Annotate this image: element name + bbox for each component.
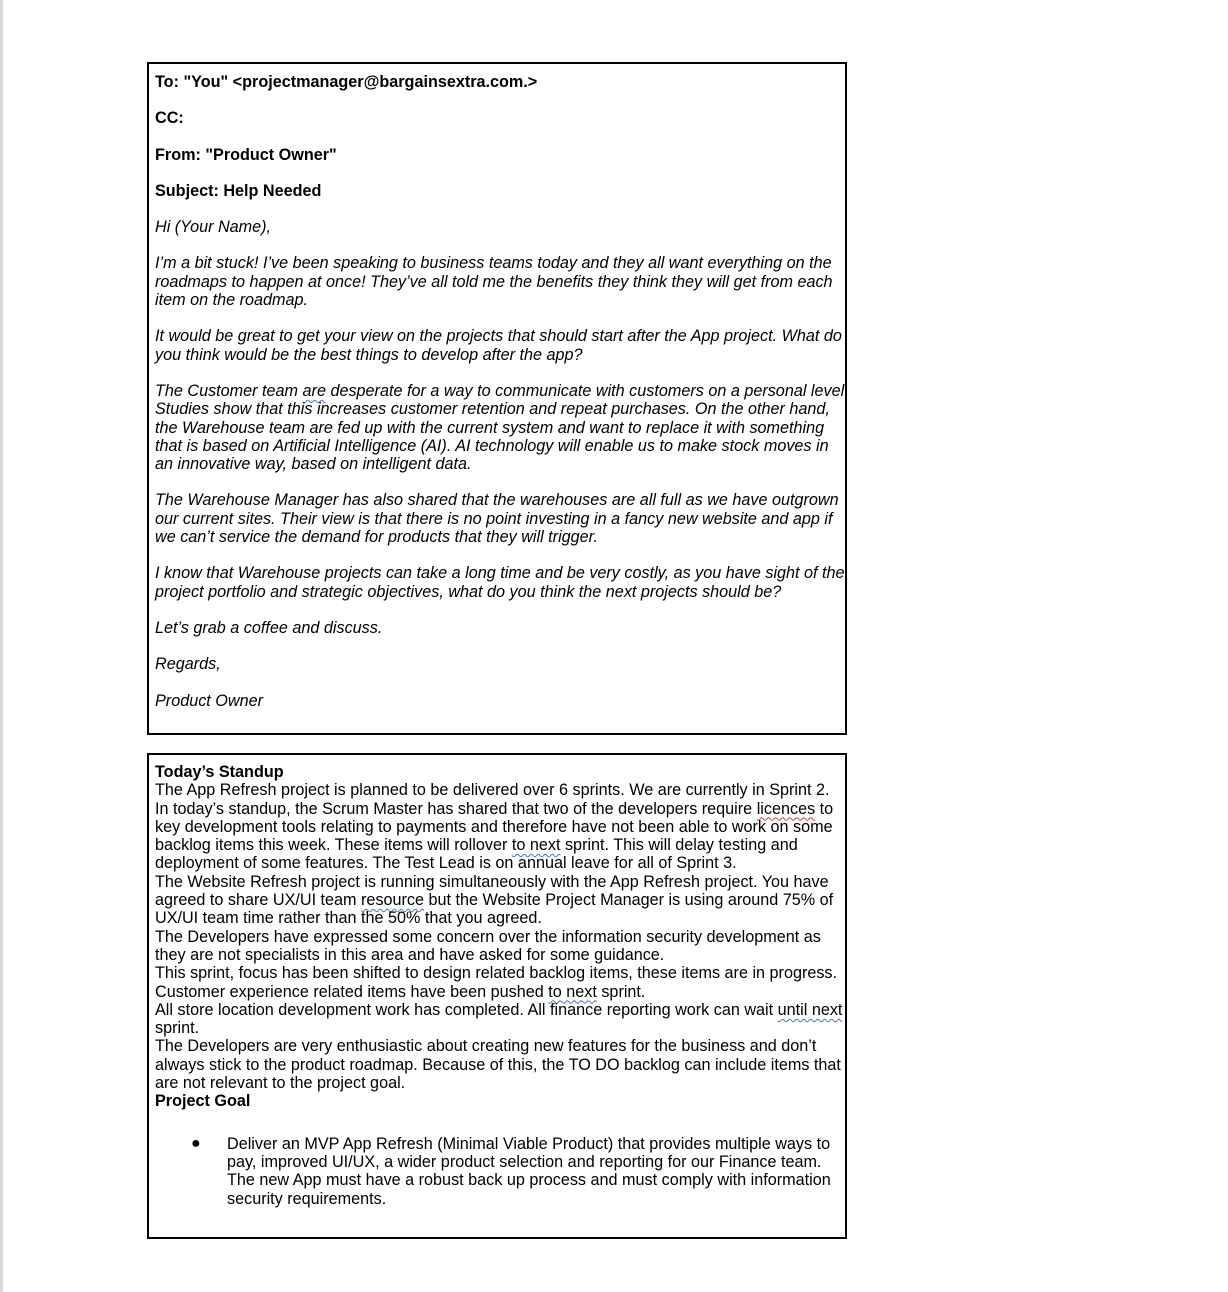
standup-line (155, 983, 845, 1001)
goal-line: security requirements. (227, 1189, 387, 1208)
bullet-icon: ● (191, 1134, 201, 1152)
email-line: item on the roadmap. (155, 291, 308, 310)
text-span: The Customer team (155, 381, 303, 400)
goal-line: The new App must have a robust back up process and must comply with information (227, 1171, 831, 1190)
email-line: It would be great to get your view on the projects that should start after the App project. What do (155, 327, 842, 346)
grammar-flag[interactable]: to next (548, 982, 597, 1001)
text-span: desperate for a way to communicate with customers on a personal level. (325, 381, 849, 400)
standup-title: Today’s Standup (155, 763, 284, 781)
email-line: an innovative way, based on intelligent data. (155, 455, 472, 474)
text-span: agreed to share UX/UI team (155, 891, 362, 910)
standup-box (147, 753, 847, 1239)
standup-line (155, 891, 845, 909)
page-left-edge (0, 0, 3, 1292)
goal-line: Deliver an MVP App Refresh (Minimal Viable Product) that provides multiple ways to (227, 1134, 831, 1153)
text-span: In today’s standup, the Scrum Master has shared that two of the developers require (155, 799, 757, 818)
standup-line: This sprint, focus has been shifted to design related backlog items, these items are in progress. (155, 964, 838, 983)
standup-line: they are not specialists in this area and have asked for some guidance. (155, 945, 665, 964)
grammar-flag[interactable]: resource (361, 891, 425, 910)
grammar-flag[interactable]: are (302, 381, 326, 400)
email-regards: Regards, (155, 655, 221, 674)
standup-line: The App Refresh project is planned to be delivered over 6 sprints. We are currently in Sprint 2. (155, 781, 830, 800)
email-signature: Product Owner (155, 691, 263, 710)
email-paragraph-5 (155, 564, 845, 601)
email-line: our current sites. Their view is that there is no point investing in a fancy new website and app if (155, 509, 833, 528)
text-span: backlog items this week. These items will rollover (155, 836, 512, 855)
standup-line: sprint. (155, 1019, 200, 1038)
email-line: the Warehouse team are fed up with the current system and want to replace it with something (155, 418, 825, 437)
text-span: but the Website Project Manager is using around 75% of (424, 891, 834, 910)
standup-line: always stick to the product roadmap. Because of this, the TO DO backlog can include items that (155, 1055, 841, 1074)
standup-line: deployment of some features. The Test Lead is on annual leave for all of Sprint 3. (155, 854, 737, 873)
email-line: Studies show that this increases customer retention and repeat purchases. On the other hand, (155, 400, 830, 419)
text-span: sprint. This will delay testing and (560, 836, 798, 855)
email-subject: Subject: Help Needed (155, 181, 322, 200)
text-span: sprint. (596, 982, 646, 1001)
email-line: I know that Warehouse projects can take a long time and be very costly, as you have sight of the (155, 564, 845, 583)
email-greeting: Hi (Your Name), (155, 218, 272, 237)
email-paragraph-2 (155, 327, 845, 364)
standup-line (155, 800, 845, 818)
standup-line: are not relevant to the project goal. (155, 1074, 406, 1093)
list-item (155, 1135, 845, 1208)
email-line: you think would be the best things to develop after the app? (155, 345, 583, 364)
email-paragraph-1 (155, 254, 845, 309)
email-line: project portfolio and strategic objectives, what do you think the next projects should be? (155, 582, 782, 601)
standup-line: UX/UI team time rather than the 50% that you agreed. (155, 909, 542, 928)
grammar-flag[interactable]: to next (511, 836, 561, 855)
standup-line: key development tools relating to payments and therefore have not been able to work on some (155, 817, 833, 836)
text-span: All store location development work has completed. All finance reporting work can wait (155, 1000, 778, 1019)
email-line: that is based on Artificial Intelligence (AI). AI technology will enable us to make stock moves in (155, 436, 829, 455)
spelling-flag[interactable]: licences (756, 799, 816, 818)
email-line (155, 381, 849, 400)
email-line: I’m a bit stuck! I’ve been speaking to business teams today and they all want everything on the (155, 254, 832, 273)
email-line: we can’t service the demand for products that they will trigger. (155, 528, 598, 547)
email-line: roadmaps to happen at once! They’ve all told me the benefits they think they will get from each (155, 272, 833, 291)
email-from: From: "Product Owner" (155, 145, 337, 164)
email-closing: Let’s grab a coffee and discuss. (155, 618, 383, 637)
text-span: to (815, 799, 834, 818)
goal-line: pay, improved UI/UX, a wider product selection and reporting for our Finance team. (227, 1152, 822, 1171)
email-cc: CC: (155, 109, 184, 128)
standup-line: The Developers have expressed some concern over the information security development as (155, 927, 821, 946)
email-paragraph-4 (155, 491, 845, 546)
email-paragraph-3 (155, 381, 849, 474)
project-goal-title: Project Goal (155, 1092, 251, 1111)
standup-line (155, 1001, 845, 1019)
standup-line: The Developers are very enthusiastic about creating new features for the business and don’t (155, 1037, 817, 1056)
email-to: To: "You" <projectmanager@bargainsextra.com.> (155, 73, 538, 91)
standup-line (155, 836, 845, 854)
email-line: The Warehouse Manager has also shared that the warehouses are all full as we have outgrown (155, 491, 839, 510)
text-span: Customer experience related items have been pushed (155, 982, 549, 1001)
grammar-flag[interactable]: until next (777, 1000, 843, 1019)
email-box (147, 62, 847, 735)
standup-line: The Website Refresh project is running simultaneously with the App Refresh project. You have (155, 872, 829, 891)
project-goal-list (155, 1135, 845, 1208)
